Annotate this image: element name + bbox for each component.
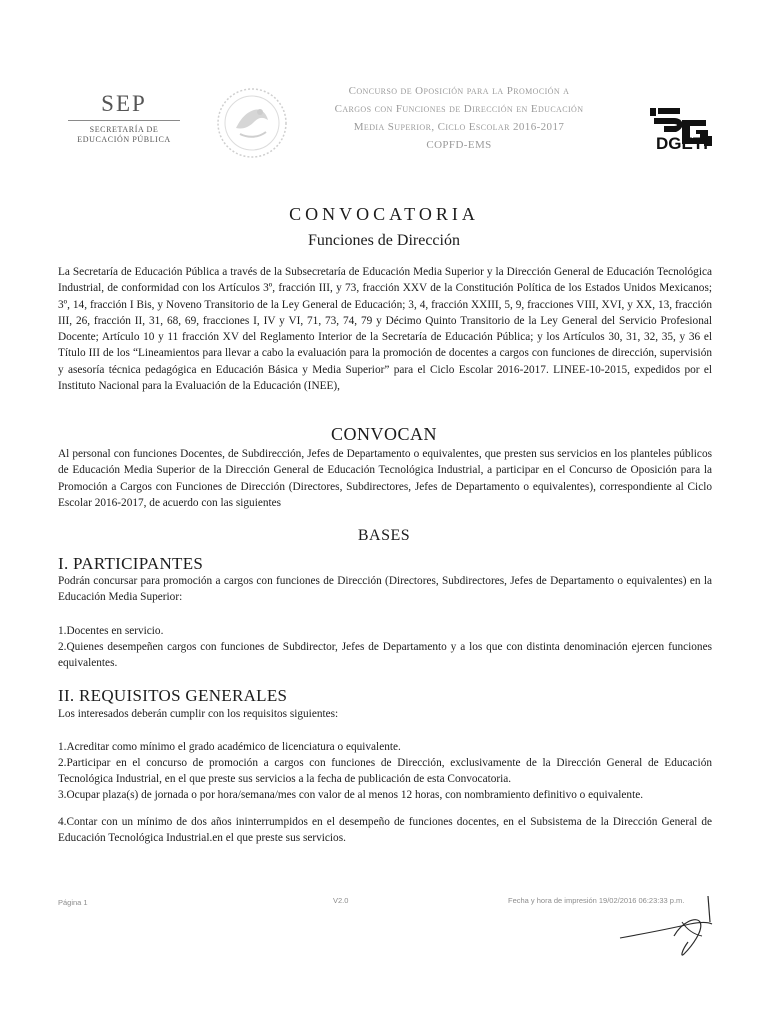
footer-page-number: Página 1 <box>58 898 88 907</box>
page-subtitle: Funciones de Dirección <box>308 232 460 249</box>
contest-header-line: COPFD-EMS <box>426 139 492 151</box>
convocan-paragraph: Al personal con funciones Docentes, de Subdirección, Jefes de Departamento o equivalentes, que presten sus servicios en los planteles públicos de Educación Media Superior de la Dirección General de Educación Tecnológica Industrial, a participar en el Concurso de Oposición para la Promoción a Cargos con Funciones de Dirección (Directores, Subdirectores, Jefes de Departamento o equivalentes), correspondiente al Ciclo Escolar 2016-2017, de acuerdo con las siguientes <box>58 448 712 509</box>
convocan-heading: CONVOCAN <box>330 424 437 444</box>
footer-print-date: Fecha y hora de impresión 19/02/2016 06:23:33 p.m. <box>508 896 685 905</box>
contest-header-line: Concurso de Oposición para la Promoción a <box>348 85 570 97</box>
participantes-heading: I. PARTICIPANTES <box>58 554 204 573</box>
list-item: 4.Contar con un mínimo de dos años ininterrumpidos en el desempeño de funciones docentes, en el Subsistema de la Dirección General de Educación Tecnológica Industrial.en el que preste sus servicios. <box>58 816 712 845</box>
list-item: 1.Docentes en servicio. <box>58 625 164 637</box>
requisitos-intro: Los interesados deberán cumplir con los requisitos siguientes: <box>58 708 339 720</box>
contest-header <box>300 82 618 154</box>
dgeti-logo-text: DGETI <box>656 134 708 153</box>
sep-logo-text: SEP <box>101 91 147 116</box>
sep-logo-subtitle-2: EDUCACIÓN PÚBLICA <box>77 135 171 144</box>
intro-paragraph: La Secretaría de Educación Pública a través de la Subsecretaría de Educación Media Superior y la Dirección General de Educación Tecnológica Industrial, de conformidad con los Artículos 3º, fracción III, y 73, fracción XXV de la Constitución Política de los Estados Unidos Mexicanos; 3º, 14, fracción I Bis, y Noveno Transitorio de la Ley General de Educación; 3, 4, fracción XXIII, 5, 9, fracciones VIII, XVI, y XX, 13, fracción III, 26, fracción II, 31, 68, 69, fracciones I, IV y VI, 71, 73, 74, 79 y Décimo Quinto Transitorio de la Ley General del Servicio Profesional Docente; Artículo 10 y 11 fracción XV del Reglamento Interior de la Secretaría de Educación Pública; y los Artículos 30, 31, 32, 35, y 36 el Título III de los “Lineamientos para llevar a cabo la evaluación para la promoción de docentes a cargos con funciones de dirección, supervisión y asesoría técnica pedagógica en Educación Básica y Media Superior” para el Ciclo Escolar 2016-2017. LINEE-10-2015, expedidos por el Instituto Nacional para la Evaluación de la Educación (INEE), <box>58 266 712 393</box>
sep-logo-subtitle-1: SECRETARÍA DE <box>89 125 159 134</box>
contest-header-line: Media Superior, Ciclo Escolar 2016-2017 <box>353 121 565 133</box>
sep-logo <box>68 92 180 145</box>
bases-heading: BASES <box>357 527 411 544</box>
list-item: 1.Acreditar como mínimo el grado académico de licenciatura o equivalente. <box>58 741 401 753</box>
footer-version: V2.0 <box>333 896 349 905</box>
list-item: 3.Ocupar plaza(s) de jornada o por hora/semana/mes con valor de al menos 12 horas, con nombramiento definitivo o equivalente. <box>58 789 644 801</box>
participantes-intro: Podrán concursar para promoción a cargos con funciones de Dirección (Directores, Subdirectores, Jefes de Departamento o equivalentes) en la Educación Media Superior: <box>58 575 712 604</box>
handwritten-signature <box>612 892 722 962</box>
sep-logo-rule <box>68 120 180 121</box>
national-seal-icon <box>214 86 290 160</box>
list-item: 2.Participar en el concurso de promoción a cargos con funciones de Dirección, exclusivamente de la Dirección General de Educación Tecnológica Industrial, en el que preste sus servicios a la fecha de publicación de esta Convocatoria. <box>58 757 712 786</box>
requisitos-heading: II. REQUISITOS GENERALES <box>58 686 288 705</box>
page-title: CONVOCATORIA <box>289 204 479 224</box>
contest-header-line: Cargos con Funciones de Dirección en Educación <box>334 103 584 115</box>
list-item: 2.Quienes desempeñen cargos con funciones de Subdirector, Jefes de Departamento y a los que con distinta denominación ejercen funciones equivalentes. <box>58 641 712 670</box>
